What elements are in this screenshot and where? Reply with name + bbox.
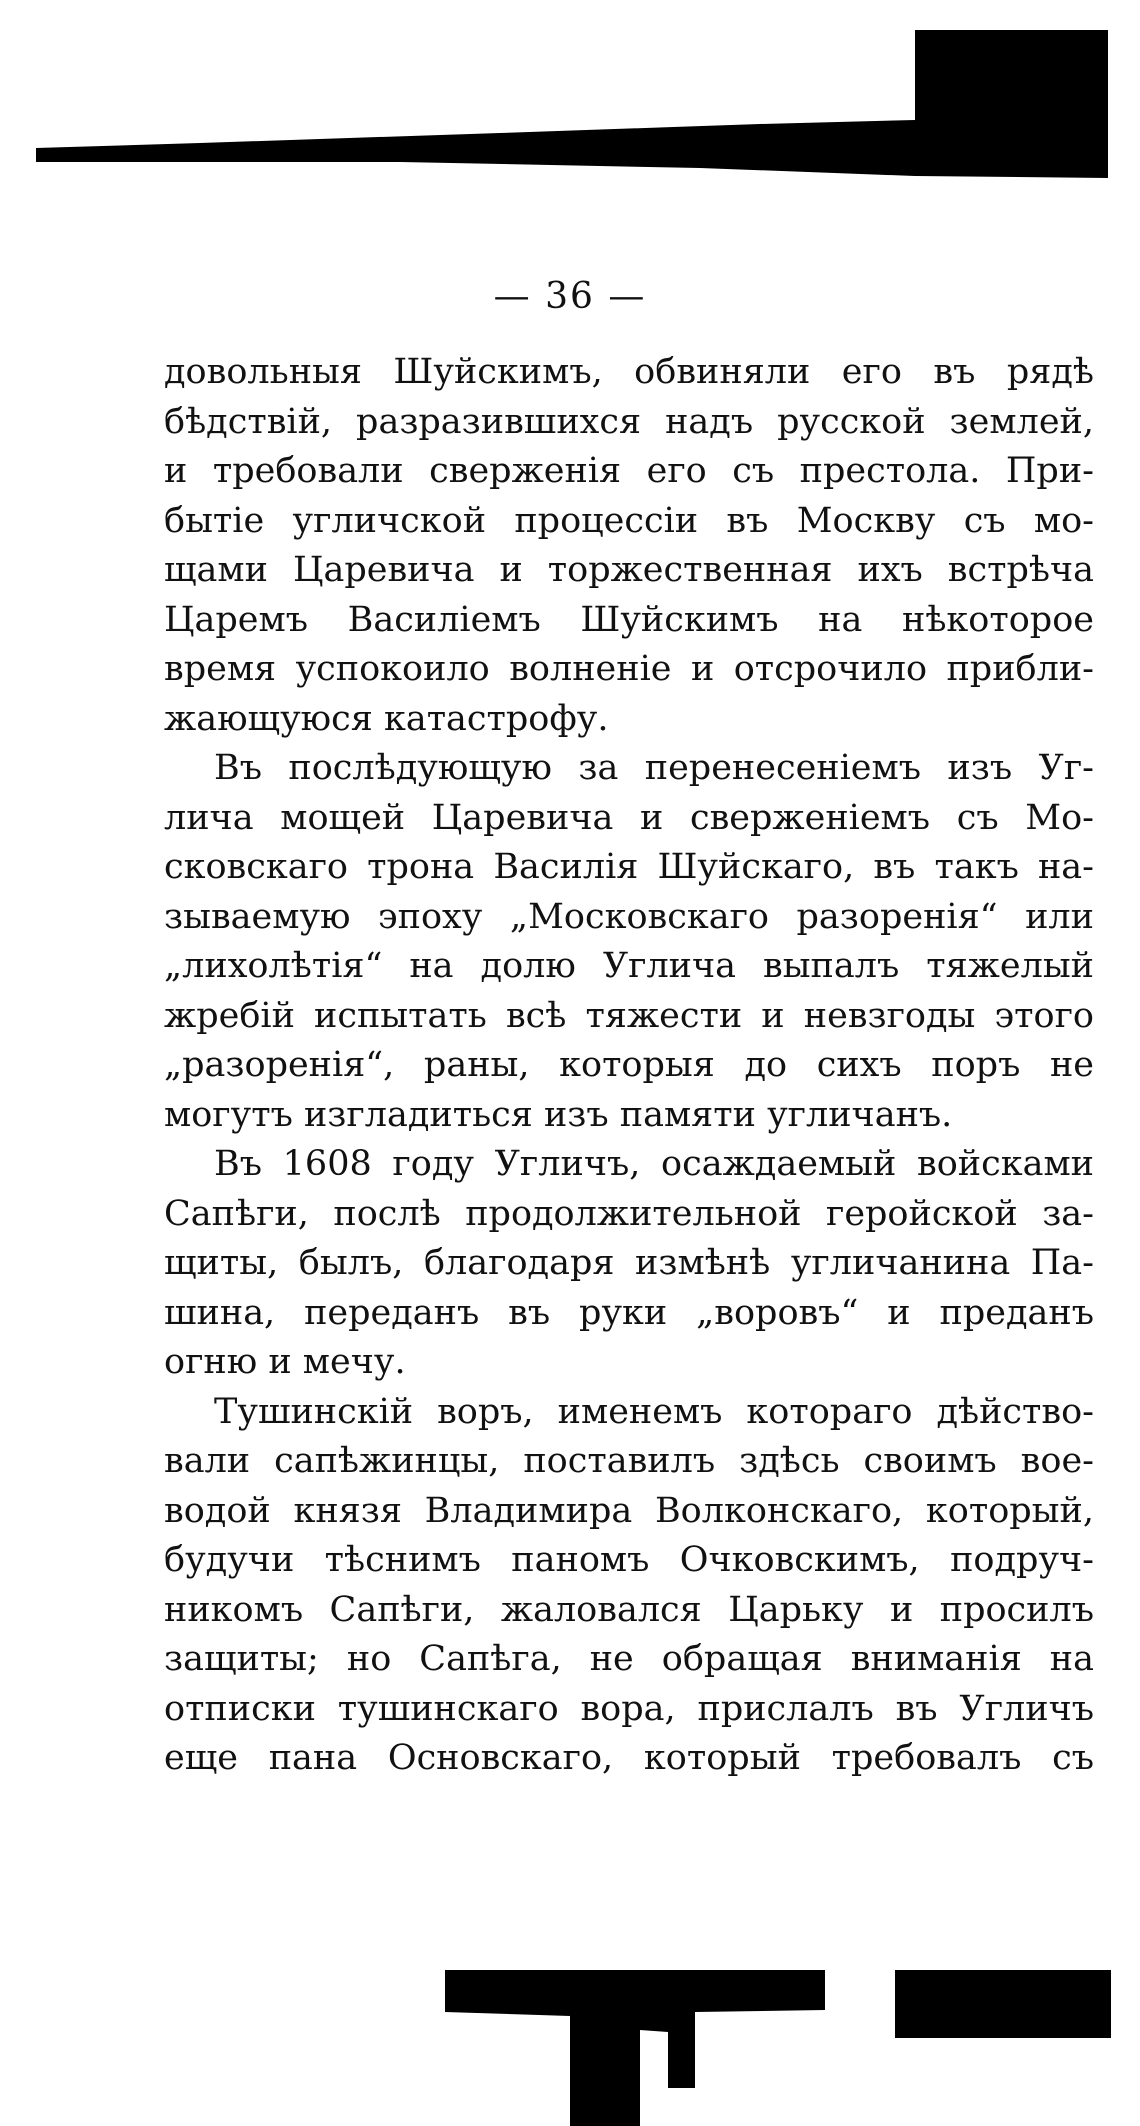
text-line: бѣдствій, разразившихся надъ русской землей, bbox=[164, 401, 1094, 442]
text-line: бытіе угличской процессіи въ Москву съ мо- bbox=[164, 500, 1094, 541]
text-line: Въ 1608 году Угличъ, осаждаемый войсками bbox=[214, 1144, 1094, 1184]
text-line: время успокоило волненіе и отсрочило прибли- bbox=[164, 649, 1094, 689]
text-line: „лихолѣтія“ на долю Углича выпалъ тяжелый bbox=[164, 946, 1094, 986]
text-line: еще пана Основскаго, который требовалъ съ bbox=[164, 1738, 1094, 1778]
scan-edge-top-shape bbox=[36, 30, 1108, 178]
text-line: водой князя Владимира Волконскаго, который, bbox=[164, 1490, 1094, 1531]
text-line: довольныя Шуйскимъ, обвиняли его въ рядѣ bbox=[164, 352, 1094, 392]
text-line: Тушинскій воръ, именемъ котораго дѣйство- bbox=[214, 1391, 1094, 1432]
text-line: отписки тушинскаго вора, прислалъ въ Угличъ bbox=[164, 1688, 1094, 1729]
text-line: зываемую эпоху „Московскаго разоренія“ или bbox=[164, 896, 1094, 937]
scan-edge-bottom-right-shape bbox=[895, 1970, 1111, 2038]
text-line: защиты; но Сапѣга, не обращая вниманія на bbox=[164, 1639, 1094, 1679]
text-line: могутъ изгладиться изъ памяти угличанъ. bbox=[164, 1094, 953, 1135]
text-line: Царемъ Василіемъ Шуйскимъ на нѣкоторое bbox=[164, 599, 1094, 640]
text-line: щиты, былъ, благодаря измѣнѣ угличанина Па- bbox=[164, 1243, 1094, 1283]
page-number: — 36 — bbox=[493, 276, 647, 317]
text-line: огню и мечу. bbox=[164, 1342, 406, 1382]
text-line: будучи тѣснимъ паномъ Очковскимъ, подруч- bbox=[164, 1540, 1094, 1580]
text-line: „разоренія“, раны, которыя до сихъ поръ не bbox=[164, 1045, 1094, 1085]
text-line: и требовали сверженія его съ престола. При- bbox=[164, 451, 1094, 491]
text-line: щами Царевича и торжественная ихъ встрѣча bbox=[164, 550, 1094, 590]
scan-edge-bottom-left-shape bbox=[445, 1970, 825, 2126]
text-line: Сапѣги, послѣ продолжительной геройской за- bbox=[164, 1193, 1094, 1234]
text-line: вали сапѣжинцы, поставилъ здѣсь своимъ вое- bbox=[164, 1441, 1094, 1481]
scan-edge-top bbox=[0, 0, 1140, 190]
text-line: никомъ Сапѣги, жаловался Царьку и просилъ bbox=[164, 1589, 1094, 1630]
text-line: шина, переданъ въ руки „воровъ“ и преданъ bbox=[164, 1292, 1094, 1333]
body-text bbox=[164, 348, 1094, 1784]
text-line: Въ послѣдующую за перенесеніемъ изъ Уг- bbox=[214, 748, 1094, 788]
text-line: лича мощей Царевича и сверженіемъ съ Мо- bbox=[164, 797, 1094, 838]
text-line: сковскаго трона Василія Шуйскаго, въ такъ на- bbox=[164, 847, 1094, 887]
scan-edge-bottom bbox=[0, 1970, 1140, 2126]
text-line: жающуюся катастрофу. bbox=[164, 698, 609, 739]
text-line: жребій испытать всѣ тяжести и невзгоды этого bbox=[164, 995, 1094, 1036]
